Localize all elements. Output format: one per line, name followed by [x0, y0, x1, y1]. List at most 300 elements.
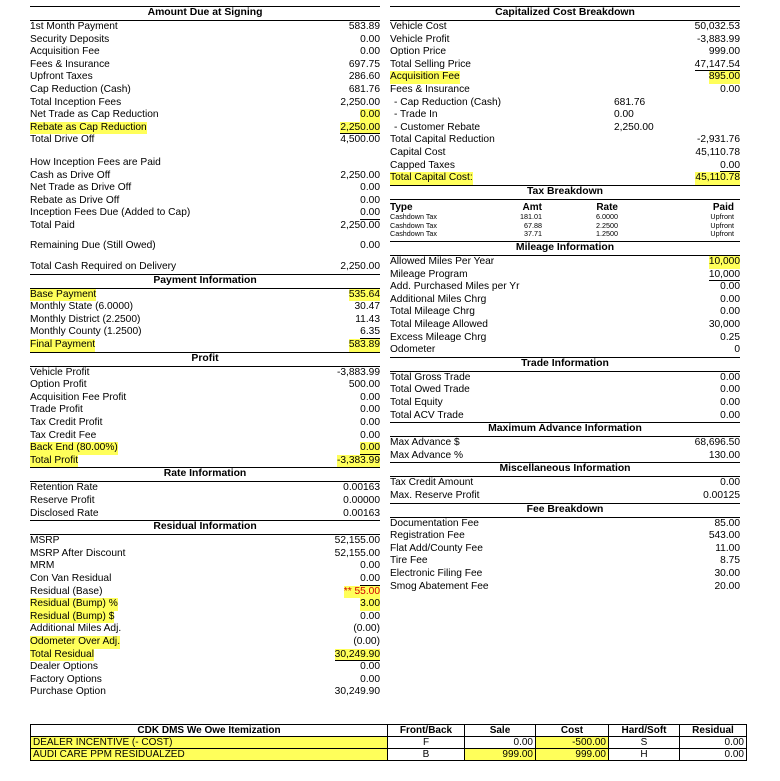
flat-add-county-fee-value: 11.00	[715, 542, 740, 554]
mileage-program-label: Mileage Program	[390, 268, 468, 280]
we-owe-cell-residual: 0.00	[680, 749, 747, 761]
acquisition-fee-profit-label: Acquisition Fee Profit	[30, 391, 127, 403]
fees-header: Fee Breakdown	[390, 503, 740, 518]
mrm-value: 0.00	[360, 560, 380, 572]
capped-taxes-label: Capped Taxes	[390, 159, 455, 171]
total-equity-row	[390, 397, 740, 410]
total-drive-off-row	[30, 134, 380, 147]
additional-miles-chrg-value: 0.00	[720, 293, 740, 305]
add-purchased-miles-per-yr-label: Add. Purchased Miles per Yr	[390, 281, 520, 293]
total-equity-label: Total Equity	[390, 397, 443, 409]
odometer-over-adj-value: (0.00)	[353, 635, 380, 647]
cap-reduction-cash-label: Cap Reduction (Cash)	[30, 83, 131, 95]
we-owe-col-sale: Sale	[465, 725, 536, 737]
total-capital-cost-label: Total Capital Cost:	[390, 172, 473, 184]
fees-section	[390, 518, 740, 594]
final-payment-value: 583.89	[348, 339, 380, 351]
msrp-row	[30, 535, 380, 548]
empty-cell	[684, 97, 740, 110]
msrp-value: 52,155.00	[334, 535, 380, 547]
net-trade-as-drive-off-value: 0.00	[360, 182, 380, 194]
total-acv-trade-label: Total ACV Trade	[390, 409, 464, 421]
net-trade-as-drive-off-label: Net Trade as Drive Off	[30, 182, 132, 194]
fees-insurance-label: Fees & Insurance	[390, 83, 470, 95]
tax-cell-rate: 6.0000	[596, 211, 618, 221]
cash-as-drive-off-label: Cash as Drive Off	[30, 169, 111, 181]
payment-header: Payment Information	[30, 274, 380, 289]
additional-miles-adj-value: (0.00)	[353, 623, 380, 635]
smog-abatement-fee-row	[390, 581, 740, 594]
total-equity-value: 0.00	[720, 397, 740, 409]
we-owe-cell-cdk-dms-we-owe-itemization: DEALER INCENTIVE (- COST)	[31, 737, 388, 749]
misc-section	[390, 477, 740, 502]
tax-col-rate: Rate	[596, 201, 618, 213]
total-owed-trade-label: Total Owed Trade	[390, 384, 470, 396]
trade-in-label: - Trade In	[394, 109, 438, 121]
acquisition-fee-value: 895.00	[708, 71, 740, 83]
flat-add-county-fee-row	[390, 543, 740, 556]
tire-fee-row	[390, 555, 740, 568]
mileage-program-value: 10,000	[708, 268, 740, 280]
cash-required-row	[30, 261, 380, 274]
we-owe-cell-hard-soft: S	[609, 737, 680, 749]
tax-col-paid: Paid	[712, 201, 734, 213]
rebate-as-drive-off-row	[30, 195, 380, 208]
we-owe-cell-cdk-dms-we-owe-itemization: AUDI CARE PPM RESIDUALZED	[31, 749, 388, 761]
additional-miles-adj-row	[30, 623, 380, 636]
acquisition-fee-label: Acquisition Fee	[390, 71, 460, 83]
tax-row	[390, 213, 740, 222]
cash-required-label: Total Cash Required on Delivery	[30, 261, 177, 273]
tax-credit-amount-label: Tax Credit Amount	[390, 477, 474, 489]
tax-credit-fee-label: Tax Credit Fee	[30, 429, 97, 441]
amount-due-section	[30, 21, 380, 147]
monthly-state-6-0000-label: Monthly State (6.0000)	[30, 301, 134, 313]
we-owe-cell-sale: 999.00	[465, 749, 536, 761]
capital-cost-value: 45,110.78	[695, 146, 740, 158]
electronic-filing-fee-row	[390, 568, 740, 581]
total-capital-reduction-row	[390, 134, 740, 147]
documentation-fee-row	[390, 518, 740, 531]
total-selling-price-label: Total Selling Price	[390, 58, 471, 70]
tax-col-amt: Amt	[522, 201, 542, 213]
net-trade-as-drive-off-row	[30, 182, 380, 195]
cap-reduction-cash-row	[30, 84, 380, 97]
retention-rate-row	[30, 482, 380, 495]
vehicle-profit-row	[30, 367, 380, 380]
vehicle-profit-row	[390, 34, 740, 47]
tax-cell-rate: 1.2500	[596, 229, 618, 239]
total-owed-trade-value: 0.00	[720, 384, 740, 396]
odometer-over-adj-label: Odometer Over Adj.	[30, 635, 121, 647]
reserve-profit-label: Reserve Profit	[30, 495, 95, 506]
we-owe-cell-front-back: B	[388, 749, 465, 761]
tire-fee-label: Tire Fee	[390, 555, 428, 567]
residual-bump-row	[30, 598, 380, 611]
msrp-after-discount-label: MSRP After Discount	[30, 547, 126, 559]
dealer-options-label: Dealer Options	[30, 661, 98, 673]
vehicle-cost-label: Vehicle Cost	[390, 21, 447, 32]
option-profit-label: Option Profit	[30, 379, 87, 391]
tax-credit-amount-row	[390, 477, 740, 490]
disclosed-rate-row	[30, 508, 380, 521]
upfront-taxes-value: 286.60	[348, 71, 380, 83]
we-owe-col-item: CDK DMS We Owe Itemization	[31, 725, 388, 737]
tax-credit-fee-row	[30, 430, 380, 443]
max-reserve-profit-label: Max. Reserve Profit	[390, 490, 480, 502]
option-price-value: 999.00	[708, 46, 740, 58]
smog-abatement-fee-value: 20.00	[714, 580, 740, 592]
rebate-as-cap-reduction-label: Rebate as Cap Reduction	[30, 121, 147, 133]
disclosed-rate-value: 0.00163	[343, 507, 380, 519]
we-owe-cell-front-back: F	[388, 737, 465, 749]
tax-col-type: Type	[390, 201, 413, 213]
total-mileage-allowed-row	[390, 319, 740, 332]
registration-fee-row	[390, 530, 740, 543]
vehicle-profit-value: -3,883.99	[336, 366, 380, 378]
reserve-profit-row	[30, 495, 380, 508]
rate-section	[30, 482, 380, 520]
tax-cell-type: Cashdown Tax	[390, 229, 438, 239]
registration-fee-label: Registration Fee	[390, 530, 465, 542]
odometer-over-adj-row	[30, 636, 380, 649]
we-owe-col-cost: Cost	[536, 725, 609, 737]
trade-in-row	[390, 109, 740, 122]
total-selling-price-value: 47,147.54	[694, 58, 740, 70]
total-residual-value: 30,249.90	[334, 648, 380, 660]
max-advance-label: Max Advance $	[390, 437, 460, 449]
residual-bump-row	[30, 611, 380, 624]
vehicle-cost-row	[390, 21, 740, 34]
excess-mileage-chrg-row	[390, 332, 740, 345]
factory-options-value: 0.00	[360, 673, 380, 685]
con-van-residual-value: 0.00	[360, 572, 380, 584]
total-gross-trade-value: 0.00	[720, 371, 740, 383]
acquisition-fee-row	[30, 46, 380, 59]
profit-header: Profit	[30, 352, 380, 367]
acquisition-fee-row	[390, 71, 740, 84]
total-acv-trade-value: 0.00	[720, 409, 740, 421]
final-payment-label: Final Payment	[30, 339, 96, 351]
how-inception-fees-are-paid-row	[30, 157, 380, 170]
option-profit-value: 500.00	[348, 379, 380, 391]
remaining-due-label: Remaining Due (Still Owed)	[30, 239, 156, 251]
remaining-due-value: 0.00	[360, 239, 380, 251]
capped-taxes-row	[390, 160, 740, 173]
residual-bump-value: 3.00	[360, 598, 380, 610]
factory-options-label: Factory Options	[30, 673, 102, 685]
total-paid-label: Total Paid	[30, 219, 75, 231]
mileage-header: Mileage Information	[390, 241, 740, 256]
net-trade-as-cap-reduction-row	[30, 109, 380, 122]
additional-miles-adj-label: Additional Miles Adj.	[30, 623, 122, 635]
tax-credit-amount-value: 0.00	[720, 477, 740, 489]
total-gross-trade-label: Total Gross Trade	[390, 371, 471, 383]
additional-miles-chrg-label: Additional Miles Chrg	[390, 293, 487, 305]
cash-as-drive-off-value: 2,250.00	[340, 169, 380, 181]
purchase-option-row	[30, 686, 380, 699]
monthly-district-2-2500-value: 11.43	[355, 313, 380, 325]
tax-table	[390, 213, 740, 241]
capital-cost-row	[390, 147, 740, 160]
cap-reduction-cash-label: - Cap Reduction (Cash)	[394, 96, 502, 108]
residual-base-label: Residual (Base)	[30, 585, 103, 597]
odometer-row	[390, 344, 740, 357]
fees-insurance-value: 0.00	[720, 83, 740, 95]
trade-profit-label: Trade Profit	[30, 404, 83, 416]
total-mileage-allowed-label: Total Mileage Allowed	[390, 319, 488, 331]
residual-section	[30, 535, 380, 699]
acquisition-fee-profit-row	[30, 392, 380, 405]
security-deposits-label: Security Deposits	[30, 33, 110, 45]
security-deposits-value: 0.00	[360, 33, 380, 45]
base-payment-row	[30, 289, 380, 302]
misc-header: Miscellaneous Information	[390, 462, 740, 477]
we-owe-col-residual: Residual	[680, 725, 747, 737]
total-residual-row	[30, 649, 380, 662]
reserve-profit-value: 0.00000	[343, 495, 380, 506]
amount-due-header: Amount Due at Signing	[30, 6, 380, 21]
total-gross-trade-row	[390, 372, 740, 385]
add-purchased-miles-per-yr-value: 0.00	[720, 281, 740, 293]
back-end-80-00-value: 0.00	[360, 442, 380, 454]
inception-fees-due-added-to-cap-value: 0.00	[360, 207, 380, 219]
rate-header: Rate Information	[30, 467, 380, 482]
fees-insurance-row	[30, 59, 380, 72]
rebate-as-cap-reduction-row	[30, 122, 380, 135]
we-owe-cell-cost: 999.00	[536, 749, 609, 761]
additional-miles-chrg-row	[390, 294, 740, 307]
tax-row	[390, 230, 740, 239]
upfront-taxes-label: Upfront Taxes	[30, 71, 93, 83]
tax-cell-paid: Upfront	[710, 229, 734, 239]
acquisition-fee-label: Acquisition Fee	[30, 46, 100, 58]
total-capital-reduction-label: Total Capital Reduction	[390, 134, 495, 146]
fees-insurance-row	[390, 84, 740, 97]
tax-cell-amt: 67.88	[524, 220, 542, 230]
we-owe-cell-residual: 0.00	[680, 737, 747, 749]
cap-reduction-cash-value: 681.76	[348, 83, 380, 95]
we-owe-table	[30, 724, 752, 761]
tax-column-headers	[390, 202, 740, 213]
we-owe-header-row	[31, 725, 747, 737]
acquisition-fee-value: 0.00	[360, 46, 380, 58]
inception-fees-due-added-to-cap-label: Inception Fees Due (Added to Cap)	[30, 207, 191, 219]
total-capital-cost-value: 45,110.78	[695, 172, 740, 184]
total-profit-label: Total Profit	[30, 454, 79, 466]
inception-section	[30, 157, 380, 233]
documentation-fee-label: Documentation Fee	[390, 517, 479, 529]
residual-bump-label: Residual (Bump) $	[30, 610, 115, 622]
base-payment-label: Base Payment	[30, 288, 97, 300]
cap-cost-header: Capitalized Cost Breakdown	[390, 6, 740, 21]
allowed-miles-per-year-value: 10,000	[708, 256, 740, 268]
1st-month-payment-value: 583.89	[348, 21, 380, 32]
capital-cost-label: Capital Cost	[390, 146, 446, 158]
smog-abatement-fee-label: Smog Abatement Fee	[390, 580, 489, 592]
mileage-program-row	[390, 269, 740, 282]
documentation-fee-value: 85.00	[714, 517, 740, 529]
residual-base-value: ** 55.00	[343, 585, 380, 597]
total-owed-trade-row	[390, 384, 740, 397]
1st-month-payment-row	[30, 21, 380, 34]
purchase-option-label: Purchase Option	[30, 686, 106, 698]
option-price-label: Option Price	[390, 46, 447, 58]
we-owe-cell-hard-soft: H	[609, 749, 680, 761]
max-advance-row	[390, 437, 740, 450]
total-drive-off-label: Total Drive Off	[30, 134, 95, 146]
back-end-80-00-label: Back End (80.00%)	[30, 442, 118, 454]
total-profit-value: -3,383.99	[336, 454, 380, 466]
cap-reduction-subsection	[390, 97, 740, 135]
total-mileage-chrg-row	[390, 306, 740, 319]
trade-section	[390, 372, 740, 422]
max-advance-section	[390, 437, 740, 462]
left-column	[30, 6, 380, 699]
empty-cell	[684, 109, 740, 122]
vehicle-profit-label: Vehicle Profit	[30, 366, 90, 378]
inception-fees-due-added-to-cap-row	[30, 207, 380, 220]
monthly-county-1-2500-value: 6.35	[360, 326, 380, 338]
allowed-miles-per-year-label: Allowed Miles Per Year	[390, 256, 495, 268]
cap-reduction-cash-value: 681.76	[614, 96, 646, 108]
purchase-option-value: 30,249.90	[334, 686, 380, 698]
tax-cell-paid: Upfront	[710, 211, 734, 221]
total-mileage-chrg-value: 0.00	[720, 306, 740, 318]
max-advance-row	[390, 450, 740, 463]
msrp-label: MSRP	[30, 535, 60, 547]
residual-bump-value: 0.00	[360, 610, 380, 622]
tax-cell-paid: Upfront	[710, 220, 734, 230]
total-profit-row	[30, 455, 380, 468]
total-capital-cost-row	[390, 172, 740, 185]
we-owe-col-frontback: Front/Back	[388, 725, 465, 737]
mrm-label: MRM	[30, 560, 55, 572]
total-mileage-chrg-label: Total Mileage Chrg	[390, 306, 475, 318]
rebate-as-drive-off-label: Rebate as Drive Off	[30, 194, 120, 206]
total-mileage-allowed-value: 30,000	[708, 319, 740, 331]
we-owe-row	[31, 749, 747, 761]
customer-rebate-value: 2,250.00	[614, 121, 654, 133]
acquisition-fee-profit-value: 0.00	[360, 391, 380, 403]
tax-header: Tax Breakdown	[390, 185, 740, 200]
upfront-taxes-row	[30, 71, 380, 84]
trade-header: Trade Information	[390, 357, 740, 372]
tax-credit-fee-value: 0.00	[360, 429, 380, 441]
remaining-due-row	[30, 240, 380, 253]
total-residual-label: Total Residual	[30, 648, 94, 660]
max-reserve-profit-row	[390, 490, 740, 503]
payment-section	[30, 289, 380, 352]
retention-rate-value: 0.00163	[343, 482, 380, 494]
1st-month-payment-label: 1st Month Payment	[30, 21, 118, 32]
final-payment-row	[30, 339, 380, 352]
profit-section	[30, 367, 380, 468]
total-inception-fees-row	[30, 97, 380, 110]
dealer-options-row	[30, 661, 380, 674]
mrm-row	[30, 560, 380, 573]
vehicle-profit-value: -3,883.99	[696, 33, 740, 45]
we-owe-cell-sale: 0.00	[465, 737, 536, 749]
customer-rebate-row	[390, 122, 740, 135]
registration-fee-value: 543.00	[708, 530, 740, 542]
tax-cell-type: Cashdown Tax	[390, 211, 438, 221]
tax-cell-rate: 2.2500	[596, 220, 618, 230]
capped-taxes-value: 0.00	[720, 159, 740, 171]
cap-reduction-cash-row	[390, 97, 740, 110]
net-trade-as-cap-reduction-value: 0.00	[360, 109, 380, 121]
trade-profit-row	[30, 404, 380, 417]
odometer-label: Odometer	[390, 344, 436, 356]
vehicle-profit-label: Vehicle Profit	[390, 33, 450, 45]
residual-base-row	[30, 586, 380, 599]
cash-as-drive-off-row	[30, 170, 380, 183]
tax-credit-profit-label: Tax Credit Profit	[30, 417, 103, 429]
fees-insurance-label: Fees & Insurance	[30, 58, 110, 70]
electronic-filing-fee-value: 30.00	[714, 567, 740, 579]
rebate-as-cap-reduction-value: 2,250.00	[340, 121, 380, 133]
dealer-options-value: 0.00	[360, 661, 380, 673]
cap-total-section	[390, 134, 740, 184]
flat-add-county-fee-label: Flat Add/County Fee	[390, 542, 483, 554]
total-selling-price-row	[390, 59, 740, 72]
trade-profit-value: 0.00	[360, 404, 380, 416]
net-trade-as-cap-reduction-label: Net Trade as Cap Reduction	[30, 109, 159, 121]
total-paid-row	[30, 220, 380, 233]
total-inception-fees-value: 2,250.00	[340, 96, 380, 108]
msrp-after-discount-row	[30, 548, 380, 561]
we-owe-col-hardsoft: Hard/Soft	[609, 725, 680, 737]
monthly-state-6-0000-value: 30.47	[354, 301, 380, 313]
monthly-county-1-2500-label: Monthly County (1.2500)	[30, 326, 142, 338]
msrp-after-discount-value: 52,155.00	[334, 547, 380, 559]
total-paid-value: 2,250.00	[340, 219, 380, 231]
total-inception-fees-label: Total Inception Fees	[30, 96, 122, 108]
tax-cell-type: Cashdown Tax	[390, 220, 438, 230]
total-capital-reduction-value: -2,931.76	[696, 134, 740, 146]
excess-mileage-chrg-value: 0.25	[720, 331, 740, 343]
customer-rebate-label: - Customer Rebate	[394, 121, 481, 133]
mileage-section	[390, 256, 740, 357]
total-acv-trade-row	[390, 410, 740, 423]
rebate-as-drive-off-value: 0.00	[360, 194, 380, 206]
we-owe-row	[31, 737, 747, 749]
max-advance-label: Max Advance %	[390, 449, 464, 461]
electronic-filing-fee-label: Electronic Filing Fee	[390, 567, 483, 579]
option-profit-row	[30, 379, 380, 392]
cash-required-value: 2,250.00	[340, 261, 380, 273]
tax-row	[390, 222, 740, 231]
empty-cell	[684, 122, 740, 135]
tax-credit-profit-value: 0.00	[360, 417, 380, 429]
max-advance-value: 68,696.50	[694, 437, 740, 449]
monthly-state-6-0000-row	[30, 301, 380, 314]
right-column	[390, 6, 740, 593]
disclosed-rate-label: Disclosed Rate	[30, 507, 99, 519]
cap-cost-section	[390, 21, 740, 97]
max-reserve-profit-value: 0.00125	[703, 490, 740, 502]
tax-cell-amt: 37.71	[524, 229, 542, 239]
monthly-district-2-2500-row	[30, 314, 380, 327]
max-advance-value: 130.00	[708, 449, 740, 461]
we-owe-cell-cost: -500.00	[536, 737, 609, 749]
add-purchased-miles-per-yr-row	[390, 281, 740, 294]
con-van-residual-label: Con Van Residual	[30, 572, 112, 584]
fees-insurance-value: 697.75	[348, 58, 380, 70]
factory-options-row	[30, 674, 380, 687]
trade-in-value: 0.00	[614, 109, 634, 121]
tax-cell-amt: 181.01	[520, 211, 542, 221]
